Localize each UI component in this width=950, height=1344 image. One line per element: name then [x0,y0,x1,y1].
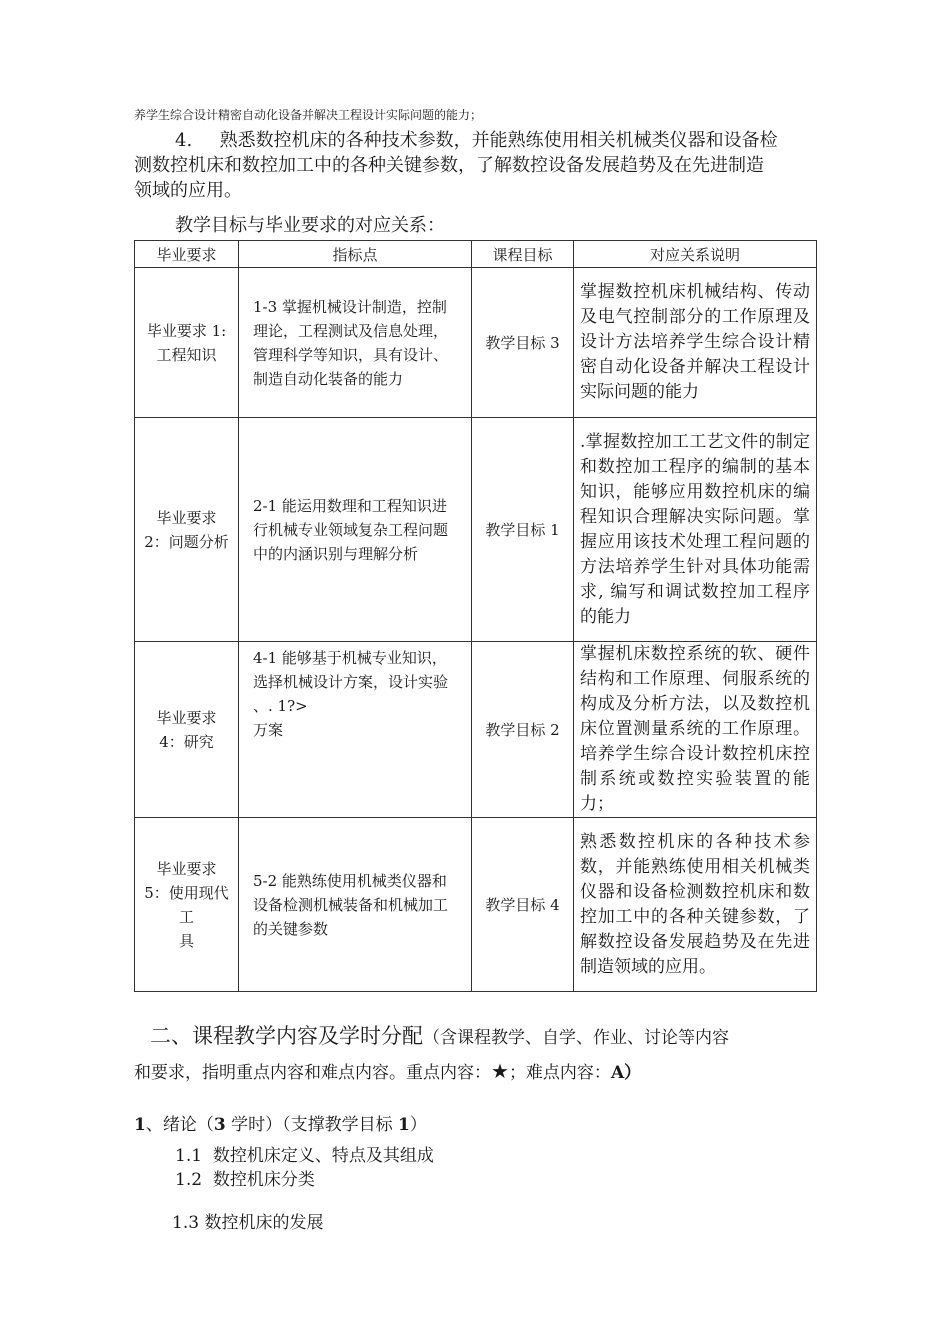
table-row [135,818,817,992]
chapter1-item: 1.3 数控机床的发展 [172,1213,324,1233]
requirements-table [134,240,817,992]
row3-requirement: 毕业要求 4：研究 [135,642,239,818]
section2-note-line1: （含课程教学、自学、作业、讨论等内容 [423,1028,729,1048]
item4-line2: 测数控机床和数控加工中的各种关键参数，了解数控设备发展趋势及在先进制造 [134,155,764,176]
row4-indicator: 5-2 能熟练使用机械类仪器和设备检测机械装备和机械加工的关键参数 [239,818,472,992]
chapter1-item: 1.2 数控机床分类 [175,1170,315,1190]
chapter1-goal: 1 [398,1115,410,1135]
header-indicator: 指标点 [239,241,472,268]
header-course-goal: 课程目标 [472,241,574,268]
item4-line3: 领域的应用。 [134,180,242,201]
row1-indicator: 1-3 掌握机械设计制造，控制理论，工程测试及信息处理，管理科学等知识，具有设计、制造自动化装备的能力 [239,268,472,418]
row2-goal: 教学目标 1 [472,418,574,642]
table-row [135,418,817,642]
row3-goal: 教学目标 2 [472,642,574,818]
previous-line-fragment: 养学生综合设计精密自动化设备并解决工程设计实际问题的能力； [134,108,483,122]
row3-description: 掌握机床数控系统的软、硬件结构和工作原理、伺服系统的构成及分析方法，以及数控机床位置测量系统的工作原理。培养学生综合设计数控机床控制系统或数控实验装置的能力； [574,642,817,818]
table-caption: 教学目标与毕业要求的对应关系： [175,215,445,236]
chapter1-hours: 3 [213,1115,226,1135]
row1-goal: 教学目标 3 [472,268,574,418]
star-icon: ★ [491,1059,509,1083]
chapter1-title-a: 、绪论（ [145,1115,214,1135]
row1-requirement: 毕业要求 1: 工程知识 [135,268,239,418]
section2-heading-line1 [150,1020,729,1050]
item4-text-line1: 熟悉数控机床的各种技术参数，并能熟练使用相关机械类仪器和设备检 [219,130,778,151]
header-correspondence-description: 对应关系说明 [574,241,817,268]
row1-description: 掌握数控机床机械结构、传动及电气控制部分的工作原理及设计方法培养学生综合设计精密自动化设备并解决工程设计实际问题的能力 [574,268,817,418]
row2-description: .掌握数控加工工艺文件的制定和数控加工程序的编制的基本知识，能够应用数控机床的编程知识合理解决实际问题。掌握应用该技术处理工程问题的方法培养学生针对具体功能需求, 编写和调试数控加工程序的能力 [574,418,817,642]
item4-number: 4. [175,130,193,151]
header-graduation-requirement: 毕业要求 [135,241,239,268]
table-row [135,268,817,418]
section2-note-line2b: ；难点内容： [508,1063,611,1083]
chapter1-title-b: 学时）（支撑教学目标 [225,1115,398,1135]
chapter1-item: 1.1 数控机床定义、特点及其组成 [175,1146,434,1166]
table-row [135,642,817,818]
chapter1-title-c: ） [409,1115,427,1135]
row4-requirement: 毕业要求 5：使用现代 工 具 [135,818,239,992]
chapter1-number: 1 [134,1115,146,1135]
item4-line1 [175,128,778,153]
row2-requirement: 毕业要求 2：问题分析 [135,418,239,642]
row4-description: 熟悉数控机床的各种技术参数，并能熟练使用相关机械类仪器和设备检测数控机床和数控加工中的各种关键参数，了解数控设备发展趋势及在先进制造领域的应用。 [574,818,817,992]
table-header-row [135,241,817,268]
section2-heading-line2 [134,1058,641,1083]
section2-title: 二、课程教学内容及学时分配 [150,1024,423,1048]
section2-note-line2a: 和要求，指明重点内容和难点内容。重点内容： [134,1063,491,1083]
row4-goal: 教学目标 4 [472,818,574,992]
section2-note-line2c: A） [610,1063,642,1083]
row3-indicator: 4-1 能够基于机械专业知识，选择机械设计方案，设计实验 、. 1?> 万案 [239,642,472,818]
chapter1-heading [134,1110,427,1135]
row2-indicator: 2-1 能运用数理和工程知识进行机械专业领域复杂工程问题中的内涵识别与理解分析 [239,418,472,642]
